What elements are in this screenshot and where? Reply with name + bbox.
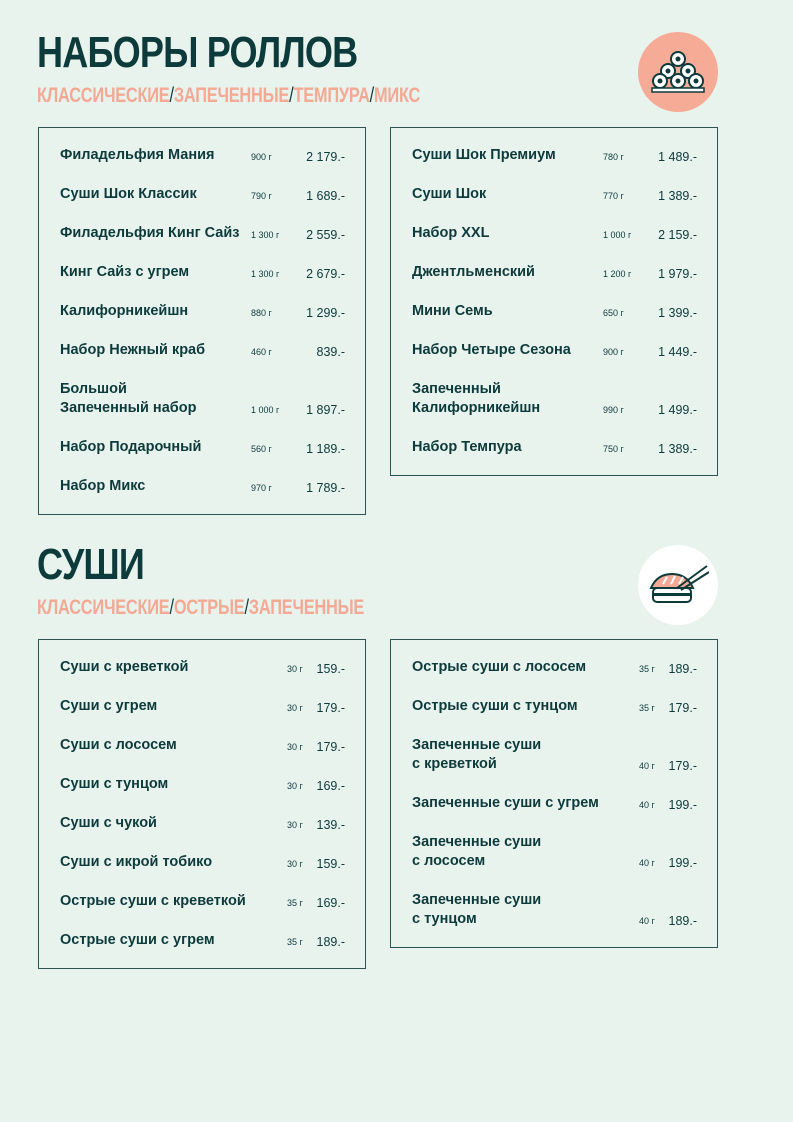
menu-item-price: 2 159.- [658,228,697,242]
menu-item [412,687,697,726]
category-label: ЗАПЕЧЕННЫЕ [173,84,290,107]
menu-item-weight: 790 г [251,191,272,201]
menu-item [412,784,697,823]
menu-item-price: 189.- [316,935,345,949]
rolls-title: НАБОРЫ РОЛЛОВ [37,28,358,77]
menu-item-weight: 40 г [639,761,655,771]
menu-item-name: Набор Темпура [412,439,522,455]
category-label: ЗАПЕЧЕННЫЕ [248,596,365,619]
menu-item-price: 1 789.- [306,481,345,495]
menu-item-weight: 30 г [287,820,303,830]
menu-item [412,136,697,175]
menu-item-name: Запеченный Калифорникейшн [412,381,541,416]
menu-item-weight: 650 г [603,308,624,318]
menu-item-weight: 35 г [639,664,655,674]
menu-item-name: Острые суши с лососем [412,659,587,675]
menu-item [60,843,345,882]
menu-item-price: 169.- [316,779,345,793]
menu-item [60,253,345,292]
menu-item-price: 179.- [668,759,697,773]
menu-item-name: Запеченные суши с лососем [412,834,542,869]
menu-item [412,175,697,214]
menu-item-price: 1 689.- [306,189,345,203]
menu-item-name: Набор Микс [60,478,146,494]
menu-item-price: 1 389.- [658,189,697,203]
menu-item-weight: 30 г [287,859,303,869]
menu-item-weight: 770 г [603,191,624,201]
menu-item-price: 159.- [316,662,345,676]
rolls-right-panel [390,127,718,476]
menu-item-name: Запеченные суши с креветкой [412,737,542,772]
menu-item-price: 179.- [668,701,697,715]
menu-item-price: 2 179.- [306,150,345,164]
menu-item-weight: 30 г [287,664,303,674]
menu-item-price: 199.- [668,856,697,870]
menu-item [412,648,697,687]
menu-item-weight: 1 000 г [603,230,632,240]
menu-item [60,765,345,804]
menu-item-weight: 40 г [639,858,655,868]
menu-item-name: Запеченные суши с тунцом [412,892,542,927]
menu-item-price: 189.- [668,662,697,676]
menu-item-name: Суши с угрем [60,698,158,714]
menu-item-name: Большой Запеченный набор [60,381,197,416]
menu-item-name: Мини Семь [412,303,493,319]
menu-item-name: Суши с креветкой [60,659,189,675]
menu-item [60,428,345,467]
menu-item-price: 1 897.- [306,403,345,417]
category-separator: / [169,84,174,107]
menu-item-price: 1 979.- [658,267,697,281]
menu-item-weight: 40 г [639,800,655,810]
menu-item-price: 1 299.- [306,306,345,320]
menu-item-price: 189.- [668,914,697,928]
category-separator: / [244,596,249,619]
menu-item-price: 159.- [316,857,345,871]
menu-item [412,726,697,784]
menu-item-name: Калифорникейшн [60,303,189,319]
menu-item-weight: 880 г [251,308,272,318]
category-label: КЛАССИЧЕСКИЕ [37,84,170,107]
rolls-left-panel [38,127,366,515]
menu-item [60,136,345,175]
sushi-categories [37,596,364,620]
menu-item-name: Острые суши с креветкой [60,893,246,909]
menu-item-name: Суши Шок Классик [60,186,197,202]
menu-item-name: Острые суши с угрем [60,932,215,948]
sushi-right-panel [390,639,718,948]
menu-item [412,370,697,428]
category-separator: / [289,84,294,107]
menu-item-name: Набор Нежный краб [60,342,206,358]
menu-item-weight: 1 200 г [603,269,632,279]
menu-item [412,253,697,292]
menu-item-weight: 900 г [603,347,624,357]
category-separator: / [369,84,374,107]
menu-item-weight: 1 000 г [251,405,280,415]
menu-item-weight: 780 г [603,152,624,162]
menu-item-weight: 1 300 г [251,230,280,240]
menu-item-weight: 35 г [639,703,655,713]
sushi-title: СУШИ [37,540,144,589]
menu-item-weight: 560 г [251,444,272,454]
menu-item-price: 179.- [316,701,345,715]
menu-item-weight: 970 г [251,483,272,493]
menu-item [60,804,345,843]
menu-item [412,331,697,370]
category-label: МИКС [373,84,421,107]
menu-item [412,214,697,253]
menu-item-name: Суши с чукой [60,815,157,831]
menu-item [60,648,345,687]
menu-item-name: Суши с икрой тобико [60,854,213,870]
menu-item [60,882,345,921]
menu-item-weight: 30 г [287,781,303,791]
menu-item [60,370,345,428]
menu-item-name: Суши Шок Премиум [412,147,556,163]
menu-item-price: 139.- [316,818,345,832]
menu-item-name: Набор Подарочный [60,439,202,455]
menu-item [60,467,345,506]
menu-item-price: 1 499.- [658,403,697,417]
menu-item-name: Набор Четыре Сезона [412,342,571,358]
menu-item [60,214,345,253]
menu-item-weight: 35 г [287,898,303,908]
sushi-left-panel [38,639,366,969]
menu-item-weight: 30 г [287,742,303,752]
menu-item [60,292,345,331]
menu-item [60,331,345,370]
menu-item-price: 839.- [316,345,345,359]
menu-item-weight: 750 г [603,444,624,454]
menu-item-price: 199.- [668,798,697,812]
menu-item-price: 2 679.- [306,267,345,281]
menu-item-price: 1 389.- [658,442,697,456]
menu-item [60,726,345,765]
menu-item-name: Кинг Сайз с угрем [60,264,190,280]
menu-item-name: Суши с лососем [60,737,177,753]
menu-item-name: Филадельфия Мания [60,147,215,163]
sushi-chopsticks-icon [638,545,718,625]
menu-item-name: Запеченные суши с угрем [412,795,599,811]
menu-item [412,881,697,939]
menu-item-weight: 460 г [251,347,272,357]
menu-item [60,921,345,960]
category-label: ОСТРЫЕ [173,596,245,619]
menu-item-weight: 40 г [639,916,655,926]
menu-item-name: Суши с тунцом [60,776,169,792]
menu-item-name: Набор XXL [412,225,490,241]
menu-item-weight: 900 г [251,152,272,162]
menu-item-price: 1 399.- [658,306,697,320]
menu-item-weight: 990 г [603,405,624,415]
menu-item [60,175,345,214]
menu-item-price: 179.- [316,740,345,754]
menu-item-name: Острые суши с тунцом [412,698,578,714]
menu-item [412,292,697,331]
category-label: ТЕМПУРА [293,84,370,107]
menu-item-weight: 1 300 г [251,269,280,279]
menu-item-name: Суши Шок [412,186,487,202]
menu-item [412,823,697,881]
menu-item [412,428,697,467]
menu-item-price: 1 449.- [658,345,697,359]
menu-item [60,687,345,726]
menu-item-name: Филадельфия Кинг Сайз [60,225,240,241]
menu-item-name: Джентльменский [412,264,535,280]
category-label: КЛАССИЧЕСКИЕ [37,596,170,619]
sushi-rolls-icon [638,32,718,112]
menu-item-weight: 35 г [287,937,303,947]
menu-item-price: 1 189.- [306,442,345,456]
menu-item-weight: 30 г [287,703,303,713]
menu-item-price: 169.- [316,896,345,910]
rolls-categories [37,84,420,108]
menu-item-price: 1 489.- [658,150,697,164]
menu-item-price: 2 559.- [306,228,345,242]
category-separator: / [169,596,174,619]
